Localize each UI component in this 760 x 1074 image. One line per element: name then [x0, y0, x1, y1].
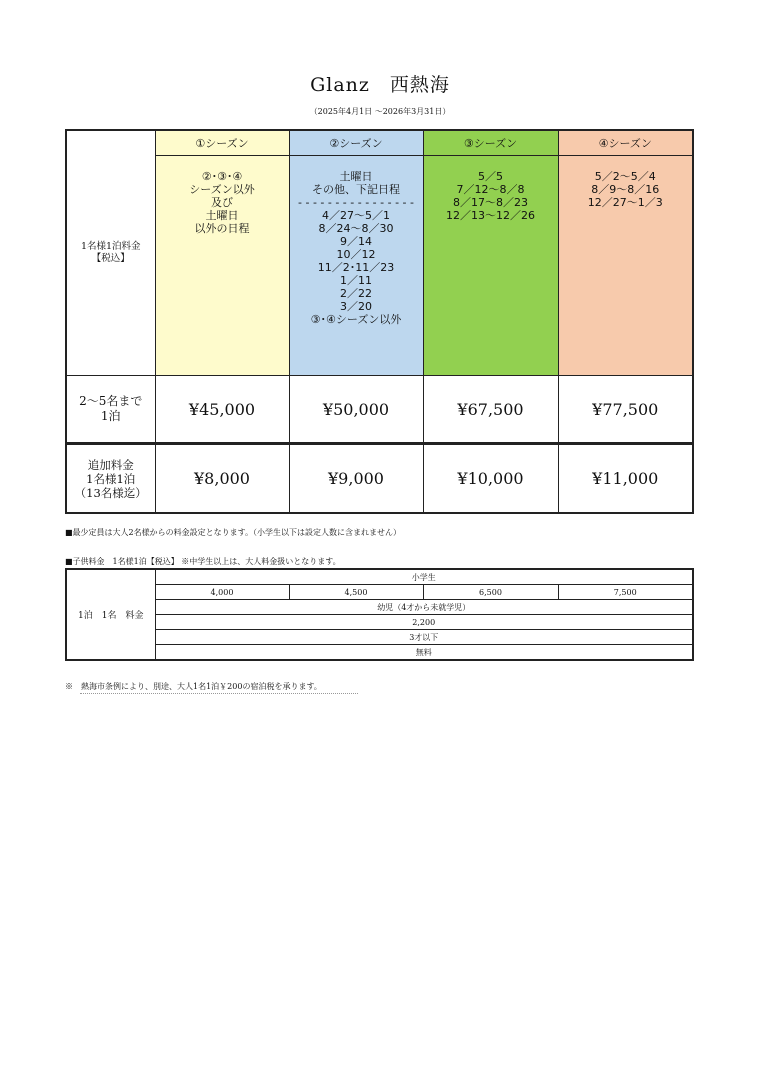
season-3-price: ¥67,500 [423, 376, 558, 444]
preschool-label: 幼児（4才から未就学児） [155, 600, 693, 615]
elementary-price-4: 7,500 [558, 585, 693, 600]
elementary-label: 小学生 [155, 569, 693, 585]
under3-label: 3才以下 [155, 630, 693, 645]
elementary-price-1: 4,000 [155, 585, 289, 600]
additional-charge-label: 追加料金 1名様1泊 （13名様迄） [66, 444, 155, 513]
additional-price-3: ¥10,000 [423, 444, 558, 513]
child-rate-label: 1泊 1名 料金 [66, 569, 155, 660]
accommodation-tax-note: ※ 熱海市条例により、別途、大人1名1泊￥200の宿泊税を承ります。 [65, 682, 322, 691]
preschool-price: 2,200 [155, 615, 693, 630]
season-price-table [65, 129, 694, 444]
season-1-header: ①シーズン [155, 130, 289, 156]
footnote-underline [80, 693, 358, 694]
season-2-header: ②シーズン [289, 130, 423, 156]
min-occupancy-note: ■最少定員は大人2名様からの料金設定となります。（小学生以下は設定人数に含まれません） [65, 528, 402, 537]
season-2-price: ¥50,000 [289, 376, 423, 444]
additional-price-2: ¥9,000 [289, 444, 423, 513]
season-3-dates: 5／5 7／12～8／8 8／17～8／23 12／13～12／26 [423, 156, 558, 376]
child-rate-heading: ■子供料金 1名様1泊【税込】 ※中学生以上は、大人料金扱いとなります。 [65, 557, 341, 566]
elementary-price-3: 6,500 [423, 585, 558, 600]
elementary-price-2: 4,500 [289, 585, 423, 600]
season-4-header: ④シーズン [558, 130, 693, 156]
season-2-dates: 土曜日 その他、下記日程 - - - - - - - - - - - - - - - - 4／27～5／1 8／24～8／30 9／14 10／12 11／2･11／23 1／11 2／22 3／20 ③･④シーズン以外 [289, 156, 423, 376]
group-price-label: 2～5名まで 1泊 [66, 376, 155, 444]
season-1-dates: ②･③･④ シーズン以外 及び 土曜日 以外の日程 [155, 156, 289, 376]
season-1-price: ¥45,000 [155, 376, 289, 444]
season-4-dates: 5／2～5／4 8／9～8／16 12／27～1／3 [558, 156, 693, 376]
child-rate-table [65, 568, 694, 661]
additional-price-1: ¥8,000 [155, 444, 289, 513]
season-3-header: ③シーズン [423, 130, 558, 156]
validity-period: （2025年4月1日 ～2026年3月31日） [309, 107, 451, 116]
page-title: Glanz 西熱海 [310, 74, 450, 96]
under3-price: 無料 [155, 645, 693, 661]
additional-charge-table [65, 443, 694, 514]
per-person-label: 1名様1泊料金 【税込】 [66, 130, 155, 376]
additional-price-4: ¥11,000 [558, 444, 693, 513]
season-4-price: ¥77,500 [558, 376, 693, 444]
